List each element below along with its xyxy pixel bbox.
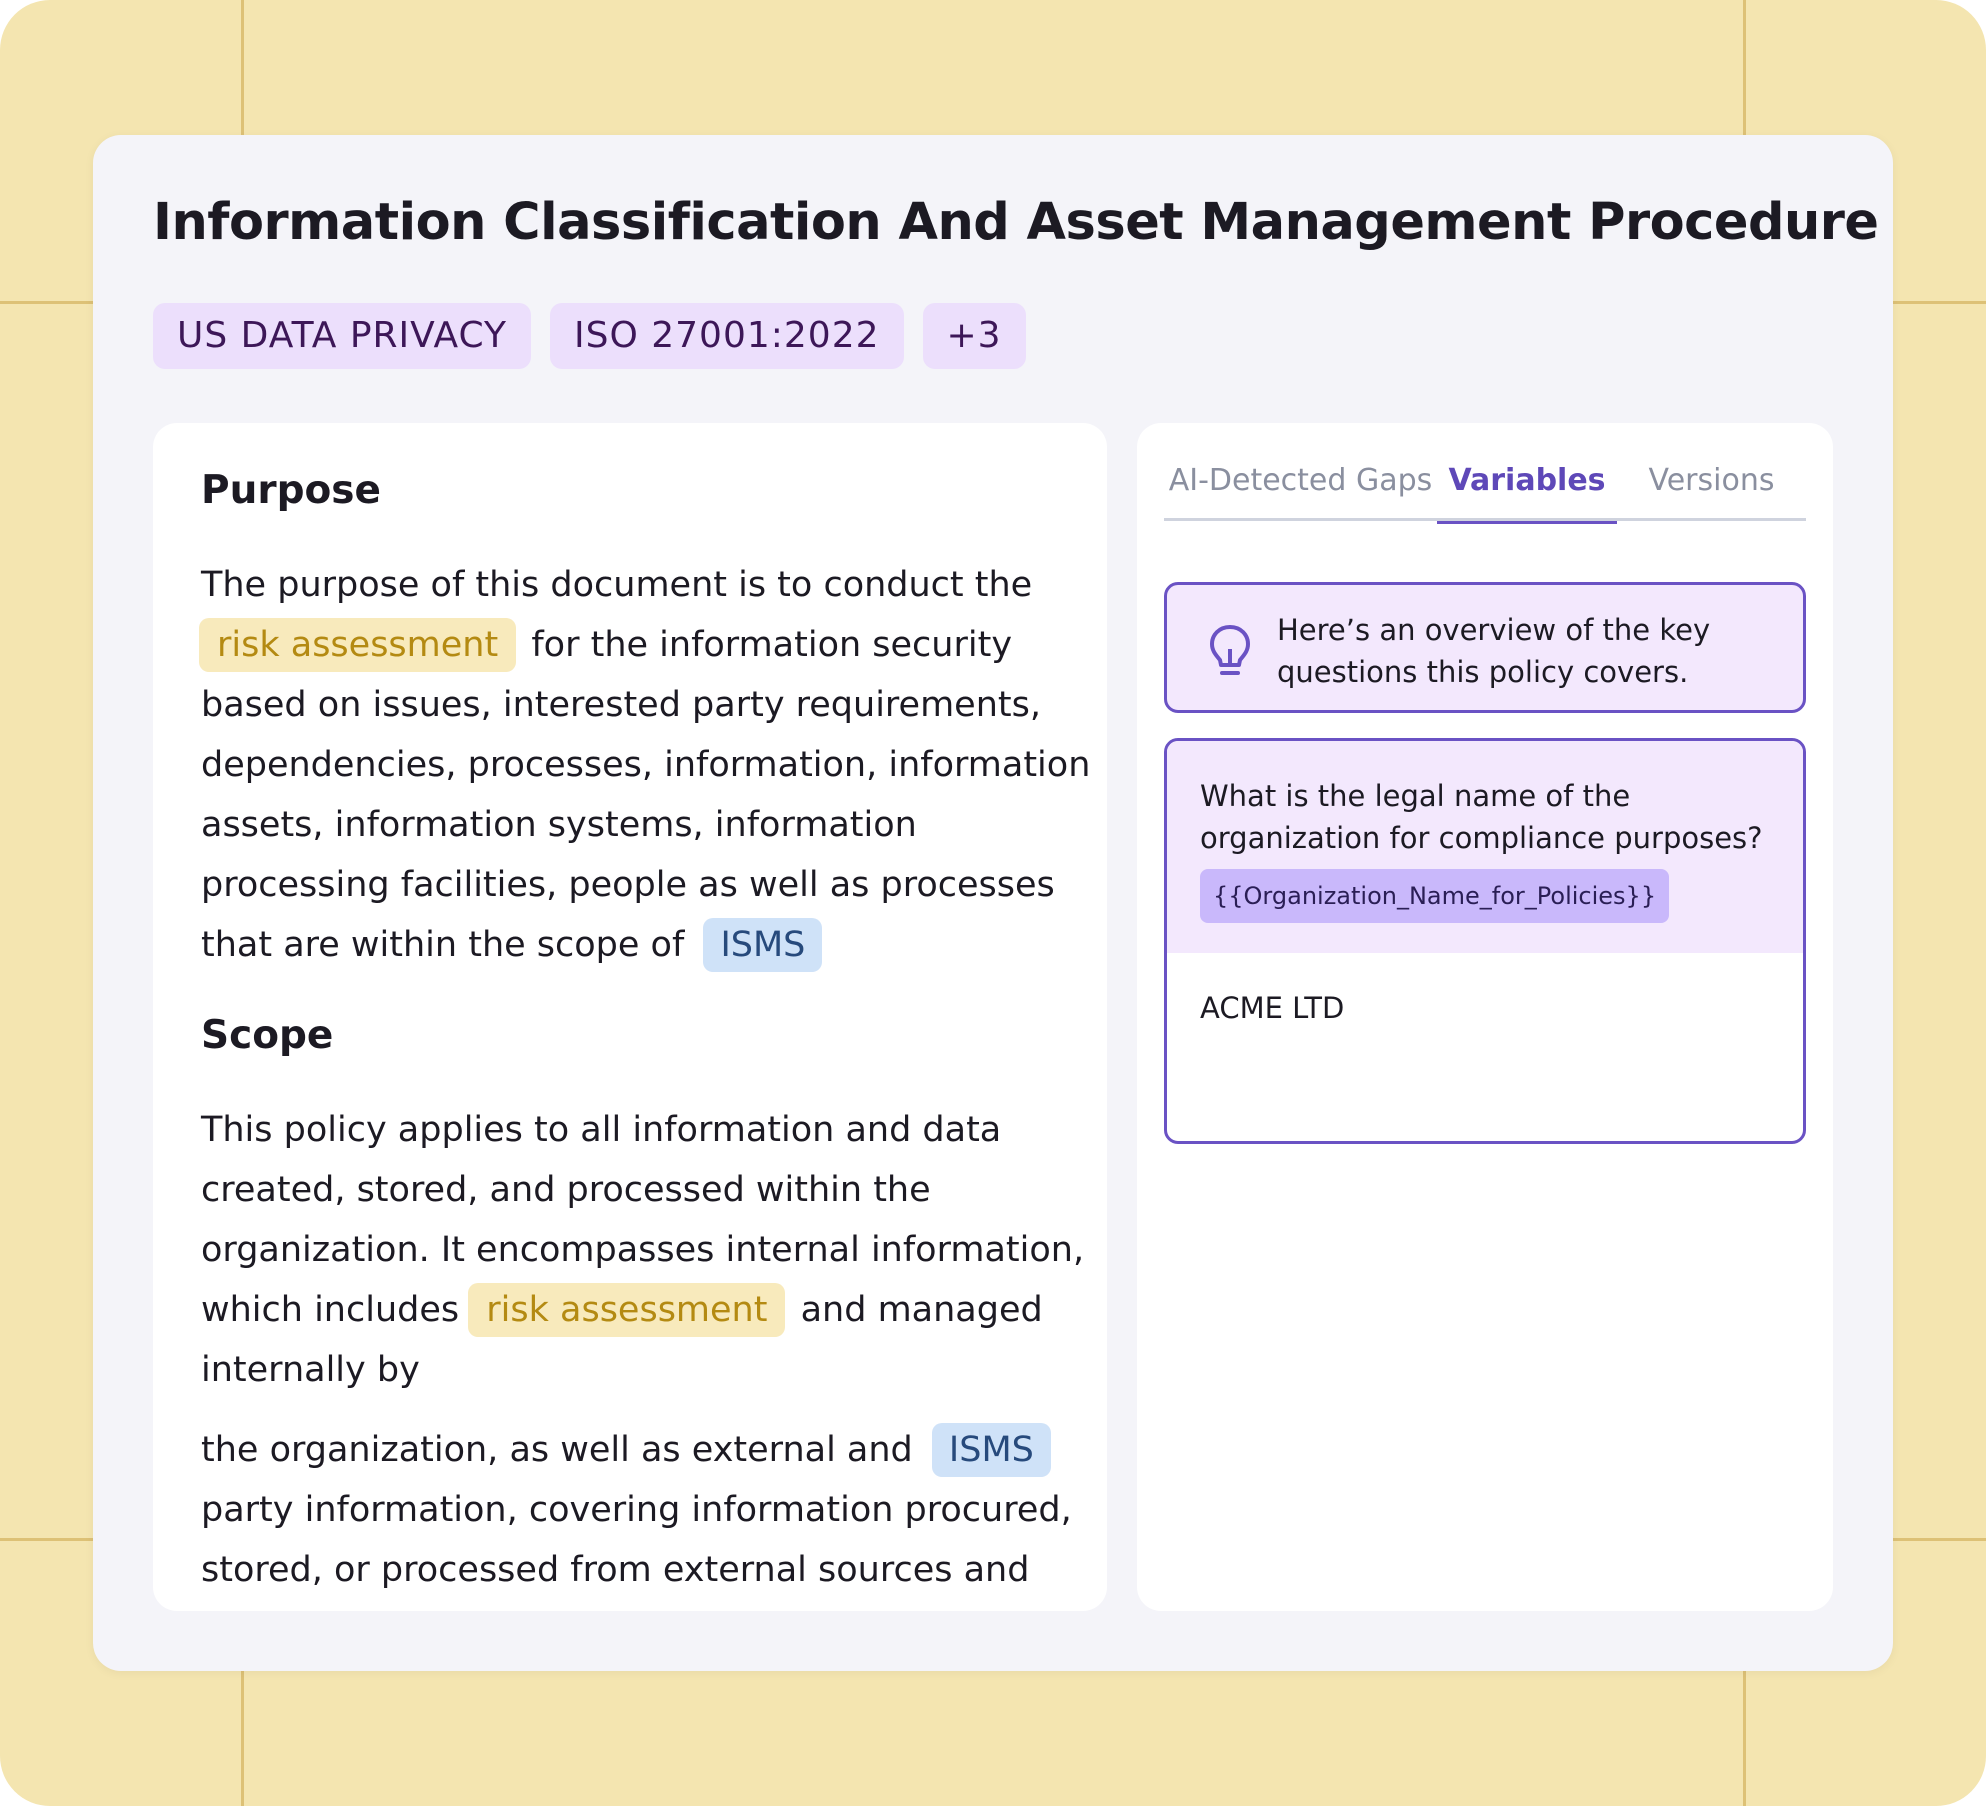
tag-iso-27001[interactable]: ISO 27001:2022 [550, 303, 904, 369]
tag-more[interactable]: +3 [923, 303, 1026, 369]
risk-assessment-highlight[interactable]: risk assessment [199, 618, 516, 672]
tab-versions[interactable]: Versions [1648, 463, 1775, 498]
tab-ai-detected-gaps[interactable]: AI-Detected Gaps [1168, 463, 1433, 498]
isms-highlight[interactable]: ISMS [932, 1423, 1051, 1477]
tip-text: Here’s an overview of the key questions this policy covers. [1277, 613, 1711, 689]
page-title: Information Classification And Asset Management Procedure [153, 193, 1879, 252]
policy-card [93, 135, 1893, 1671]
variable-badge: {{Organization_Name_for_Policies}} [1200, 869, 1669, 923]
lightbulb-icon [1207, 623, 1253, 679]
scope-heading: Scope [201, 1013, 334, 1058]
purpose-paragraph: The purpose of this document is to conduct the risk assessment for the information security based on issues, interested party requirements, dependencies, processes, information, information assets, information systems, information processing facilities, people as well as processes that are within the scope of ISMS [201, 555, 1081, 975]
side-panel [1137, 423, 1833, 1611]
variable-question-card[interactable] [1164, 738, 1806, 1144]
tab-variables[interactable]: Variables [1437, 463, 1617, 521]
answer-field[interactable]: ACME LTD [1200, 991, 1345, 1025]
risk-assessment-highlight[interactable]: risk assessment [468, 1283, 785, 1337]
scope-paragraph: This policy applies to all information and data created, stored, and processed within the organization. It encompasses internal information, which includes risk assessment and managed internally by [201, 1110, 1085, 1390]
tag-us-data-privacy[interactable]: US DATA PRIVACY [153, 303, 531, 369]
side-tabs [1164, 463, 1806, 521]
question-text: What is the legal name of the organization for compliance purposes? [1200, 779, 1763, 855]
purpose-heading: Purpose [201, 468, 381, 513]
overview-tip [1164, 582, 1806, 713]
document-panel[interactable] [153, 423, 1107, 1611]
document-content [201, 468, 1091, 1611]
framework-tags [153, 303, 1026, 369]
scope-paragraph-continued: the organization, as well as external and ISMS party information, covering information procured, stored, or processed from external sources and [201, 1420, 1081, 1600]
isms-highlight[interactable]: ISMS [703, 918, 822, 972]
